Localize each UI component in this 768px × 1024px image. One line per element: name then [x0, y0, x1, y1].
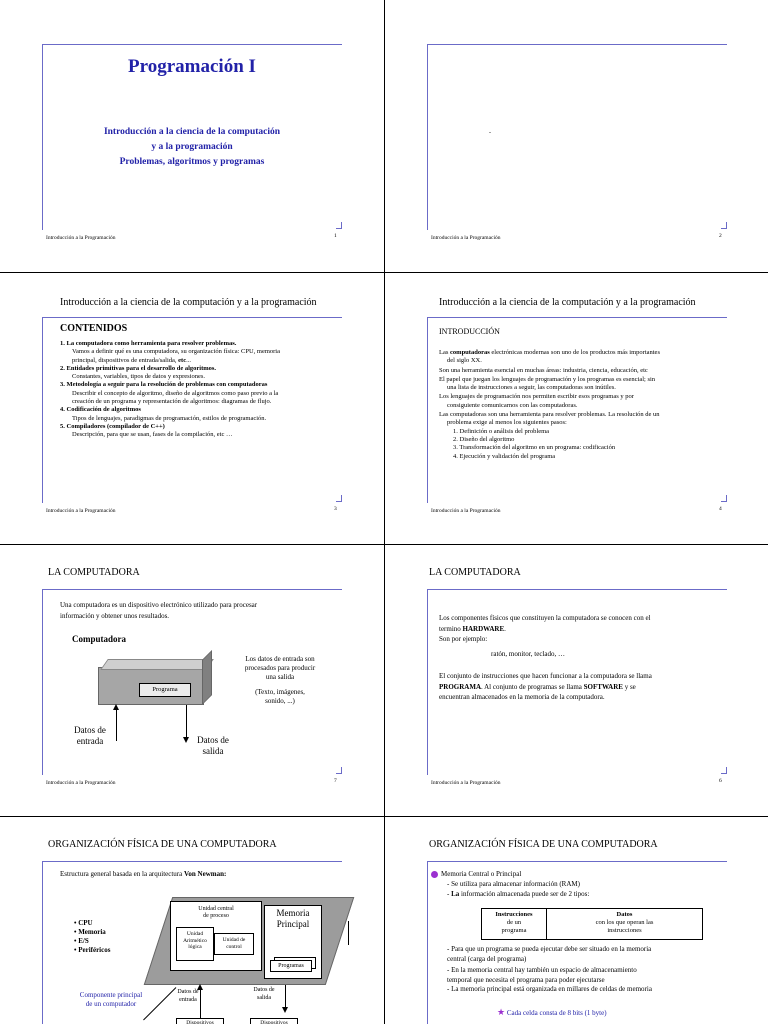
main-memory-box: Memoria Principal [264, 905, 322, 979]
slide-footer: Introducción a la Programación [46, 780, 116, 786]
slide-header: Introducción a la ciencia de la computación y a la programación [439, 297, 696, 308]
slide-header: LA COMPUTADORA [429, 567, 521, 578]
section-heading: INTRODUCCIÓN [439, 327, 500, 336]
star-icon: ★ [497, 1007, 506, 1017]
intro-text: Una computadora es un dispositivo electrónico utilizado para procesar información y obtener unos resultados. [60, 601, 258, 620]
input-label: Datos de entrada [177, 989, 199, 1003]
input-arrow-head [113, 704, 119, 710]
slide-header: ORGANIZACIÓN FÍSICA DE UNA COMPUTADORA [429, 839, 658, 850]
slide-1 [0, 0, 384, 272]
memory-details: - Para que un programa se pueda ejecutar debe ser situado en la memoria central (carga del programa) - En la memoria central hay también un espacio de almacenamiento temporal que necesita el programa para poder ejecutarse - La memoria principal está organizada en millares de celdas de memoria [447, 945, 652, 993]
control-unit-box: Unidad de control [214, 933, 254, 955]
contents-list: 1. La computadora como herramienta para resolver problemas. Vamos a definir qué es una computadora, su organización física: CPU, memoria principal, dispositivos de entrada/salida, etc... 2. Entidades primitivas para el desarrollo de algoritmos. Constantes, variables, tipos de datos y expresiones. 3. Metodología a seguir para la resolución de problemas con computadoras Describir el concepto de algoritmo, diseño de algoritmos como paso previo a la creación de un programa y representación de algoritmos: diagramas de flujo. 4. Codificación de algoritmos Tipos de lenguajes, paradigmas de programación, estilos de programación. 5. Compiladores (compilador de C++) Descripción, para que se usan, fases de la compilación, etc … [60, 340, 281, 439]
slide-8 [385, 817, 768, 1024]
diagram-note: Los datos de entrada son procesados para producir una salida (Texto, imágenes, sonido, ...) [244, 655, 316, 705]
output-devices-box: Dispositivos [250, 1018, 298, 1024]
output-arrow-head [183, 737, 189, 743]
slide-7 [0, 817, 384, 1024]
memory-types-table [481, 908, 703, 940]
slide-footer: Introducción a la Programación [431, 780, 501, 786]
slide-footer: Introducción a la Programación [431, 235, 501, 241]
component-caption: Componente principal de un computador [79, 991, 143, 1008]
slide-3 [0, 273, 384, 545]
page-number: 3 [334, 506, 337, 512]
hardware-text: Los componentes físicos que constituyen la computadora se conocen con el termino HARDWARE. Son por ejemplo: ratón, monitor, teclado, … El conjunto de instrucciones que hacen funcionar a la computadora se llama PROGRAMA. Al conjunto de programas se llama SOFTWARE y se encuentran almacenados en la memoria de la computadora. [439, 614, 652, 701]
table-cell-data: Datos con los que operan las instrucciones [595, 911, 654, 934]
cpu-box: Unidad central de proceso [170, 901, 262, 971]
memory-text: Memoria Central o Principal - Se utiliza para almacenar información (RAM) - La información almacenada puede ser de 2 tipos: [441, 870, 590, 898]
slide-6 [385, 545, 768, 817]
program-box: Programa [139, 683, 191, 697]
intro-text: Las computadoras electrónicas modernas son uno de los productos más importantes del siglo XX. Son una herramienta esencial en muchas áreas: industria, ciencia, educación, etc El papel que juegan los lenguajes de programación y los programas es esencial; sin una lista de instrucciones a seguir, las computadoras son inútiles. Los lenguajes de programación nos permiten escribir esos programas y por consiguiente comunicarnos con las computadoras. Las computadoras son una herramienta para resolver problemas. La resolución de un problema exige al menos los siguientes pasos: 1. Definición o análisis del problema 2. Diseño del algoritmo 3. Transformación del algoritmo en un programa: codificación 4. Ejecución y validación del programa [439, 349, 660, 460]
slide-header: Introducción a la ciencia de la computación y a la programación [60, 297, 317, 308]
alu-box: Unidad Aritmético lógica [176, 927, 214, 961]
diagram-label: Computadora [72, 634, 127, 644]
output-label: Datos de salida [253, 987, 275, 1001]
programs-box: Programas [270, 960, 312, 972]
output-label: Datos de salida [197, 735, 229, 756]
computer-box-top [100, 659, 214, 670]
slide-dot: . [489, 126, 491, 135]
page-number: 2 [719, 233, 722, 239]
slide-footer: Introducción a la Programación [46, 508, 116, 514]
computer-box-side [202, 650, 212, 705]
page-number: 1 [334, 233, 337, 239]
slide-5 [0, 545, 384, 817]
slide-4 [385, 273, 768, 545]
output-arrow [186, 705, 187, 739]
page-number: 4 [719, 506, 722, 512]
input-devices-box: Dispositivos [176, 1018, 224, 1024]
table-cell-instructions: Instrucciones de un programa [482, 909, 547, 939]
slide-footer: Introducción a la Programación [431, 508, 501, 514]
bullet-icon [431, 871, 438, 878]
component-list: • CPU • Memoria • E/S • Periféricos [74, 919, 111, 954]
slide-header: ORGANIZACIÓN FÍSICA DE UNA COMPUTADORA [48, 839, 277, 850]
page-number: 7 [334, 778, 337, 784]
slide-footer: Introducción a la Programación [46, 235, 116, 241]
slide-header: LA COMPUTADORA [48, 567, 140, 578]
input-label: Datos de entrada [74, 725, 106, 746]
slide-2 [385, 0, 768, 272]
slide-subtitle: Introducción a la ciencia de la computación y a la programación Problemas, algoritmos y programas [103, 127, 281, 167]
input-arrow [116, 707, 117, 741]
page-number: 6 [719, 778, 722, 784]
intro-text: Estructura general basada en la arquitectura Von Newman: [60, 870, 227, 878]
byte-note: ★ Cada celda consta de 8 bits (1 byte) [497, 1007, 607, 1017]
output-arrow [285, 985, 286, 1009]
section-heading: CONTENIDOS [60, 323, 128, 334]
slide-title: Programación I [128, 56, 256, 77]
